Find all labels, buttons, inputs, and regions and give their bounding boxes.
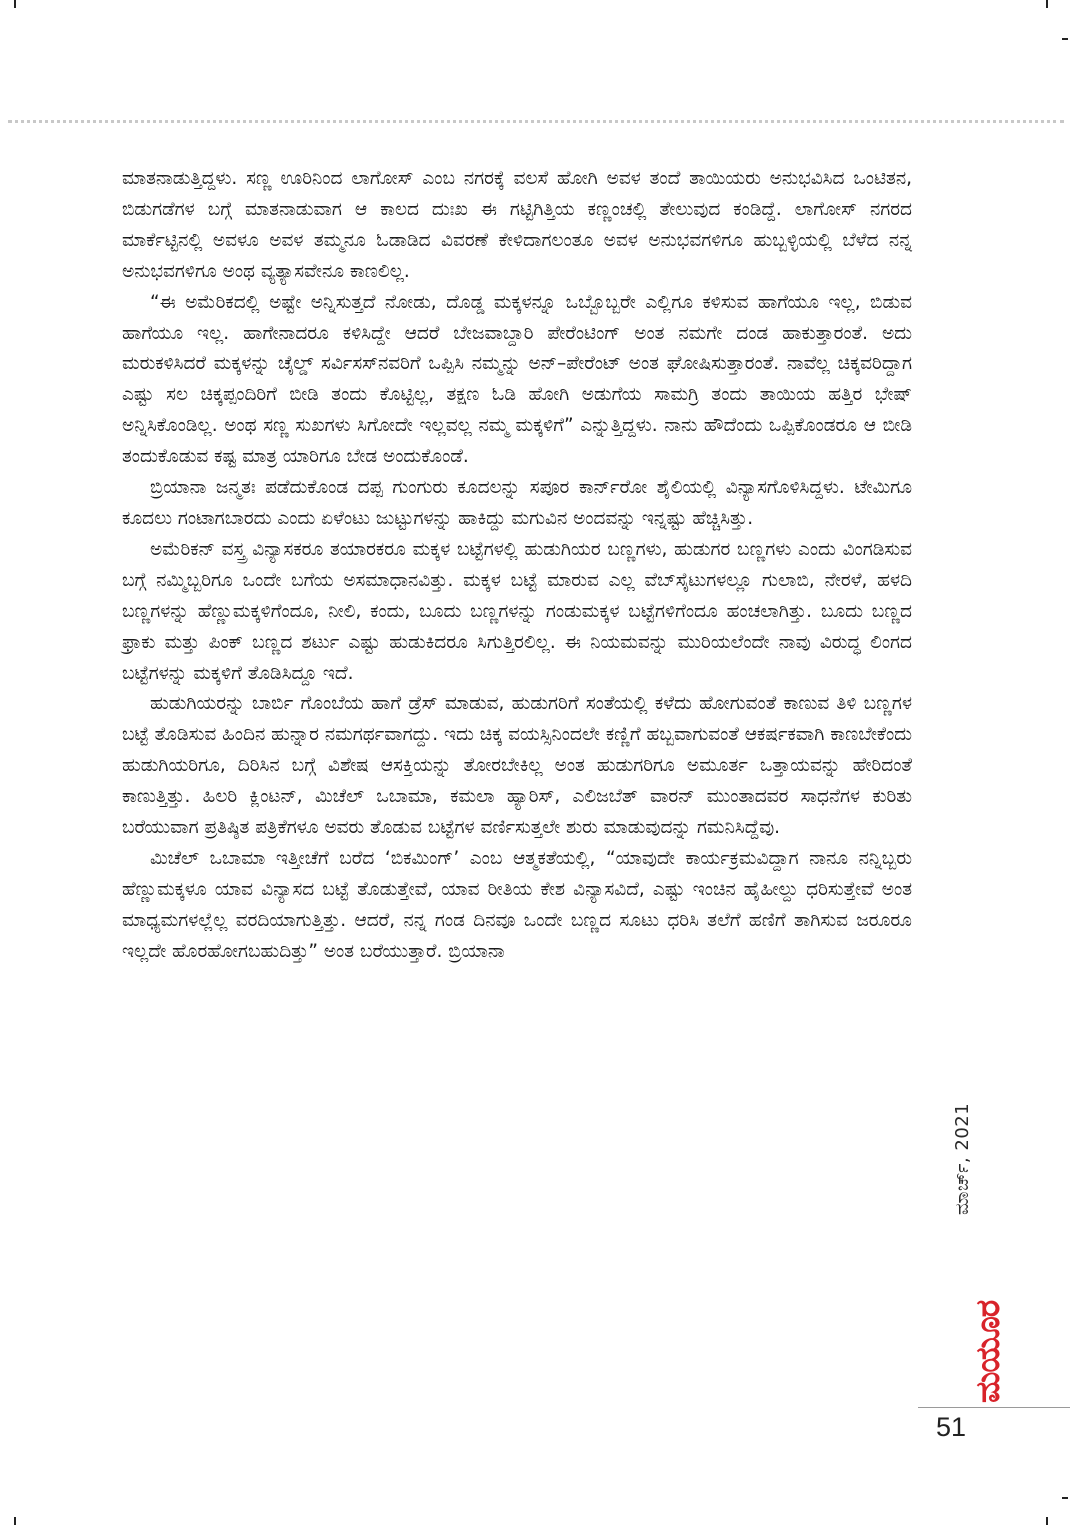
crop-mark-right-lower: [1062, 1497, 1068, 1499]
page-number-rule: [918, 1407, 1070, 1408]
issue-date: ಮಾರ್ಚ್, 2021: [952, 1102, 973, 1215]
article-paragraph-4: ಅಮೆರಿಕನ್ ವಸ್ತ್ರ ವಿನ್ಯಾಸಕರೂ ತಯಾರಕರೂ ಮಕ್ಕಳ ಬಟ್ಟೆಗಳಲ್ಲಿ ಹುಡುಗಿಯರ ಬಣ್ಣಗಳು, ಹುಡುಗರ ಬಣ್ಣಗಳು ಎಂದು ವಿಂಗಡಿಸುವ ಬಗ್ಗೆ ನಮ್ಮಿಬ್ಬರಿಗೂ ಒಂದೇ ಬಗೆಯ ಅಸಮಾಧಾನವಿತ್ತು. ಮಕ್ಕಳ ಬಟ್ಟೆ ಮಾರುವ ಎಲ್ಲ ವೆಬ್‌ಸೈಟುಗಳಲ್ಲೂ ಗುಲಾಬಿ, ನೇರಳೆ, ಹಳದಿ ಬಣ್ಣಗಳನ್ನು ಹೆಣ್ಣುಮಕ್ಕಳಿಗೆಂದೂ, ನೀಲಿ, ಕಂದು, ಬೂದು ಬಣ್ಣಗಳನ್ನು ಗಂಡುಮಕ್ಕಳ ಬಟ್ಟೆಗಳಿಗೆಂದೂ ಹಂಚಲಾಗಿತ್ತು. ಬೂದು ಬಣ್ಣದ ಫ್ರಾಕು ಮತ್ತು ಪಿಂಕ್ ಬಣ್ಣದ ಶರ್ಟು ಎಷ್ಟು ಹುಡುಕಿದರೂ ಸಿಗುತ್ತಿರಲಿಲ್ಲ. ಈ ನಿಯಮವನ್ನು ಮುರಿಯಲೆಂದೇ ನಾವು ವಿರುದ್ಧ ಲಿಂಗದ ಬಟ್ಟೆಗಳನ್ನು ಮಕ್ಕಳಿಗೆ ತೊಡಿಸಿದ್ದೂ ಇದೆ.: [122, 538, 912, 684]
article-body: [122, 164, 912, 968]
crop-mark-top-right: [1046, 0, 1048, 8]
article-paragraph-6: ಮಿಚೆಲ್ ಒಬಾಮಾ ಇತ್ತೀಚೆಗೆ ಬರೆದ ‘ಬಿಕಮಿಂಗ್’ ಎಂಬ ಆತ್ಮಕತೆಯಲ್ಲಿ, “ಯಾವುದೇ ಕಾರ್ಯಕ್ರಮವಿದ್ದಾಗ ನಾನೂ ನನ್ನಿಬ್ಬರು ಹೆಣ್ಣುಮಕ್ಕಳೂ ಯಾವ ವಿನ್ಯಾಸದ ಬಟ್ಟೆ ತೊಡುತ್ತೇವೆ, ಯಾವ ರೀತಿಯ ಕೇಶ ವಿನ್ಯಾಸವಿದೆ, ಎಷ್ಟು ಇಂಚಿನ ಹೈಹೀಲ್ದು ಧರಿಸುತ್ತೇವೆ ಅಂತ ಮಾಧ್ಯಮಗಳಲ್ಲೆಲ್ಲ ವರದಿಯಾಗುತ್ತಿತ್ತು. ಆದರೆ, ನನ್ನ ಗಂಡ ದಿನವೂ ಒಂದೇ ಬಣ್ಣದ ಸೂಟು ಧರಿಸಿ ತಲೆಗೆ ಹಣಿಗೆ ತಾಗಿಸುವ ಜರೂರೂ ಇಲ್ಲದೇ ಹೊರಹೋಗಬಹುದಿತ್ತು” ಅಂತ ಬರೆಯುತ್ತಾರೆ. ಬ್ರಿಯಾನಾ: [122, 847, 912, 962]
page-number: 51: [936, 1412, 967, 1442]
article-paragraph-1: ಮಾತನಾಡುತ್ತಿದ್ದಳು. ಸಣ್ಣ ಊರಿನಿಂದ ಲಾಗೋಸ್ ಎಂಬ ನಗರಕ್ಕೆ ವಲಸೆ ಹೋಗಿ ಅವಳ ತಂದೆ ತಾಯಿಯರು ಅನುಭವಿಸಿದ ಒಂಟಿತನ, ಬಿಡುಗಡೆಗಳ ಬಗ್ಗೆ ಮಾತನಾಡುವಾಗ ಆ ಕಾಲದ ದುಃಖ ಈ ಗಟ್ಟಿಗಿತ್ತಿಯ ಕಣ್ಣಂಚಲ್ಲಿ ತೇಲುವುದ ಕಂಡಿದ್ದೆ. ಲಾಗೋಸ್ ನಗರದ ಮಾರ್ಕೆಟ್ಟಿನಲ್ಲಿ ಅವಳೂ ಅವಳ ತಮ್ಮನೂ ಓಡಾಡಿದ ವಿವರಣೆ ಕೇಳಿದಾಗಲಂತೂ ಅವಳ ಅನುಭವಗಳಿಗೂ ಹುಬ್ಬಳ್ಳಿಯಲ್ಲಿ ಬೆಳೆದ ನನ್ನ ಅನುಭವಗಳಿಗೂ ಅಂಥ ವ್ಯತ್ಯಾಸವೇನೂ ಕಾಣಲಿಲ್ಲ.: [122, 168, 912, 282]
crop-mark-bottom-right: [1046, 1517, 1048, 1525]
magazine-logo: ಮಯೂರ: [968, 1300, 1007, 1403]
crop-mark-bottom-left: [14, 1517, 16, 1525]
header-dotted-rule: [8, 120, 1064, 123]
crop-mark-right-upper: [1062, 38, 1068, 40]
article-paragraph-2: “ಈ ಅಮೆರಿಕದಲ್ಲಿ ಅಷ್ಟೇ ಅನ್ನಿಸುತ್ತದೆ ನೋಡು, ದೊಡ್ಡ ಮಕ್ಕಳನ್ನೂ ಒಬ್ಬೊಬ್ಬರೇ ಎಲ್ಲಿಗೂ ಕಳಿಸುವ ಹಾಗೆಯೂ ಇಲ್ಲ, ಬಿಡುವ ಹಾಗೆಯೂ ಇಲ್ಲ. ಹಾಗೇನಾದರೂ ಕಳಿಸಿದ್ದೇ ಆದರೆ ಬೇಜವಾಬ್ದಾರಿ ಪೇರೆಂಟಿಂಗ್ ಅಂತ ನಮಗೇ ದಂಡ ಹಾಕುತ್ತಾರಂತೆ. ಅದು ಮರುಕಳಿಸಿದರೆ ಮಕ್ಕಳನ್ನು ಚೈಲ್ಡ್ ಸರ್ವಿಸಸ್‌ನವರಿಗೆ ಒಪ್ಪಿಸಿ ನಮ್ಮನ್ನು ಅನ್–ಪೇರೆಂಟ್ ಅಂತ ಘೋಷಿಸುತ್ತಾರಂತೆ. ನಾವೆಲ್ಲ ಚಿಕ್ಕವರಿದ್ದಾಗ ಎಷ್ಟು ಸಲ ಚಿಕ್ಕಪ್ಪಂದಿರಿಗೆ ಬೀಡಿ ತಂದು ಕೊಟ್ಟಿಲ್ಲ, ತಕ್ಷಣ ಓಡಿ ಹೋಗಿ ಅಡುಗೆಯ ಸಾಮಗ್ರಿ ತಂದು ತಾಯಿಯ ಹತ್ತಿರ ಭೇಷ್ ಅನ್ನಿಸಿಕೊಂಡಿಲ್ಲ. ಅಂಥ ಸಣ್ಣ ಸುಖಗಳು ಸಿಗೋದೇ ಇಲ್ಲವಲ್ಲ ನಮ್ಮ ಮಕ್ಕಳಿಗೆ” ಎನ್ನುತ್ತಿದ್ದಳು. ನಾನು ಹೌದೆಂದು ಒಪ್ಪಿಕೊಂಡರೂ ಆ ಬೀಡಿ ತಂದುಕೊಡುವ ಕಷ್ಟ ಮಾತ್ರ ಯಾರಿಗೂ ಬೇಡ ಅಂದುಕೊಂಡೆ.: [122, 291, 912, 468]
article-paragraph-3: ಬ್ರಿಯಾನಾ ಜನ್ಮತಃ ಪಡೆದುಕೊಂಡ ದಪ್ಪ ಗುಂಗುರು ಕೂದಲನ್ನು ಸಪೂರ ಕಾರ್ನ್‌ರೋ ಶೈಲಿಯಲ್ಲಿ ವಿನ್ಯಾಸಗೊಳಿಸಿದ್ದಳು. ಟೇಮಿಗೂ ಕೂದಲು ಗಂಟಾಗಬಾರದು ಎಂದು ಏಳೆಂಟು ಜುಟ್ಟುಗಳನ್ನು ಹಾಕಿದ್ದು ಮಗುವಿನ ಅಂದವನ್ನು ಇನ್ನಷ್ಟು ಹೆಚ್ಚಿಸಿತ್ತು.: [122, 477, 912, 529]
article-paragraph-5: ಹುಡುಗಿಯರನ್ನು ಬಾರ್ಬಿ ಗೊಂಬೆಯ ಹಾಗೆ ಡ್ರೆಸ್ ಮಾಡುವ, ಹುಡುಗರಿಗೆ ಸಂತೆಯಲ್ಲಿ ಕಳೆದು ಹೋಗುವಂತೆ ಕಾಣುವ ತಿಳಿ ಬಣ್ಣಗಳ ಬಟ್ಟೆ ತೊಡಿಸುವ ಹಿಂದಿನ ಹುನ್ನಾರ ನಮಗರ್ಥವಾಗದ್ದು. ಇದು ಚಿಕ್ಕ ವಯಸ್ಸಿನಿಂದಲೇ ಕಣ್ಣಿಗೆ ಹಬ್ಬವಾಗುವಂತೆ ಆಕರ್ಷಕವಾಗಿ ಕಾಣಬೇಕೆಂದು ಹುಡುಗಿಯರಿಗೂ, ದಿರಿಸಿನ ಬಗ್ಗೆ ವಿಶೇಷ ಆಸಕ್ತಿಯನ್ನು ತೋರಬೇಕಿಲ್ಲ ಅಂತ ಹುಡುಗರಿಗೂ ಅಮೂರ್ತ ಒತ್ತಾಯವನ್ನು ಹೇರಿದಂತೆ ಕಾಣುತ್ತಿತ್ತು. ಹಿಲರಿ ಕ್ಲಿಂಟನ್, ಮಿಚೆಲ್ ಒಬಾಮಾ, ಕಮಲಾ ಹ್ಯಾರಿಸ್, ಎಲಿಜಬೆತ್ ವಾರನ್ ಮುಂತಾದವರ ಸಾಧನೆಗಳ ಕುರಿತು ಬರೆಯುವಾಗ ಪ್ರತಿಷ್ಠಿತ ಪತ್ರಿಕೆಗಳೂ ಅವರು ತೊಡುವ ಬಟ್ಟೆಗಳ ವರ್ಣಿಸುತ್ತಲೇ ಶುರು ಮಾಡುವುದನ್ನು ಗಮನಿಸಿದ್ದೆವು.: [122, 693, 912, 839]
crop-mark-top-left: [14, 0, 16, 8]
